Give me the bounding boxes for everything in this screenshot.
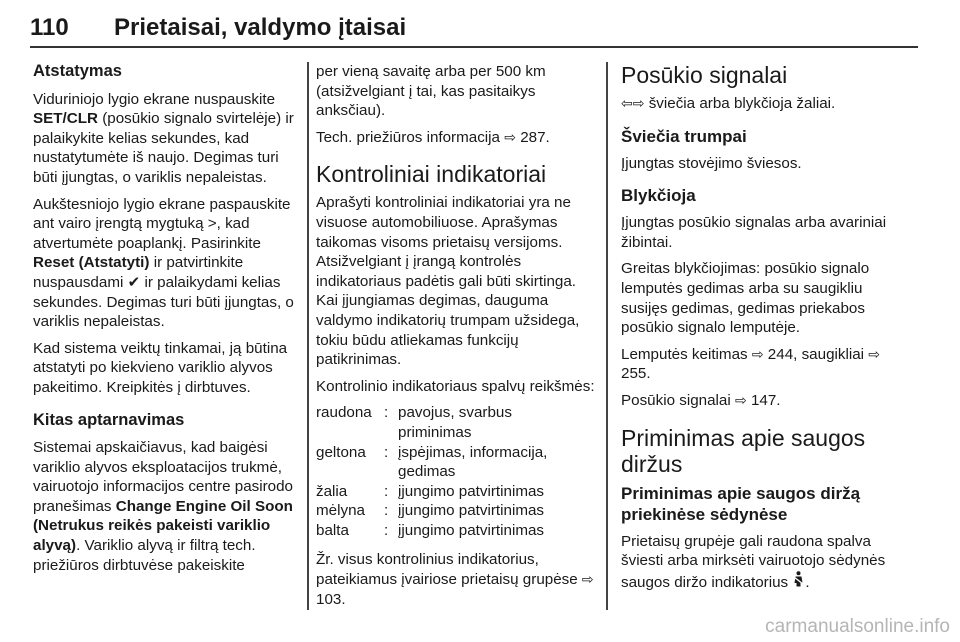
color-meaning-table bbox=[316, 403, 578, 540]
paragraph: Tech. priežiūros informacija ⇨ 287. bbox=[316, 128, 550, 146]
check-icon: ✔ bbox=[127, 273, 141, 291]
turn-signal-icon: ⇦⇨ bbox=[621, 95, 645, 111]
header-rule bbox=[30, 46, 918, 48]
page-header bbox=[30, 8, 900, 50]
heading-front-seat-belt: Priminimas apie saugos diržą priekinėse sėdynėse bbox=[621, 483, 861, 524]
paragraph: Aprašyti kontroliniai indikatoriai yra ne visuose automobiliuose. Aprašymas taikomas visoms prietaisų versijoms. Atsižvelgiant į įrangą kontrolės indikatoriaus padėtis gali būti skirtinga. Kai įjungiamas degimas, dauguma valdymo indikatorių trumpam užsidega, tokiu būdu atliekamas funkcijų patikrinimas. bbox=[316, 194, 580, 369]
heading-flashing: Blykčioja bbox=[621, 186, 696, 206]
page-title: Prietaisai, valdymo įtaisai bbox=[114, 14, 407, 41]
column-1 bbox=[33, 62, 300, 582]
table-row: mėlyna : įjungimo patvirtinimas bbox=[316, 502, 545, 520]
chevron-right-icon: > bbox=[207, 215, 217, 233]
button-name: SET/CLR bbox=[33, 110, 98, 128]
watermark: carmanualsonline.info bbox=[765, 616, 950, 637]
page-ref-arrow-icon: ⇨ bbox=[868, 345, 881, 362]
heading-lit-briefly: Šviečia trumpai bbox=[621, 126, 747, 146]
page-number: 110 bbox=[30, 14, 69, 41]
page-ref-arrow-icon: ⇨ bbox=[504, 128, 516, 145]
paragraph: ⇦⇨ šviečia arba blykčioja žaliai. bbox=[621, 95, 836, 112]
page-ref-arrow-icon: ⇨ bbox=[581, 571, 594, 588]
page-ref-arrow-icon: ⇨ bbox=[734, 391, 747, 408]
heading-turn-signals: Posūkio signalai bbox=[621, 62, 788, 88]
table-row: žalia : įjungimo patvirtinimas bbox=[316, 482, 545, 500]
heading-next-service: Kitas aptarnavimas bbox=[33, 410, 185, 429]
table-row: geltona : įspėjimas, informacija, gedimas bbox=[316, 443, 548, 481]
paragraph: Viduriniojo lygio ekrane nuspauskite SET/CLR (posūkio signalo svirtelėje) ir palaikykite kelias sekundes, kad nustatytumėte iš naujo. Degimas turi būti įjungtas, o variklis nepaleistas. bbox=[33, 90, 294, 186]
column-3 bbox=[621, 62, 891, 599]
paragraph: Įjungtas stovėjimo šviesos. bbox=[621, 154, 802, 172]
table-row: raudona : pavojus, svarbus priminimas bbox=[316, 404, 512, 441]
column-2 bbox=[316, 62, 596, 616]
paragraph: Aukštesniojo lygio ekrane paspauskite ant vairo įrengtą mygtuką >, kad atvertumėte poaplankį. Pasirinkite Reset (Atstatyti) ir patvirtinkite nuspausdami ✔ ir palaikydami kelias sekundes. Degimas turi būti įjungtas, o variklis nepaleistas. bbox=[33, 195, 294, 331]
paragraph: Sistemai apskaičiavus, kad baigėsi variklio alyvos eksploatacijos trukmė, vairuotojo informacijos centre pasirodo pranešimas Change Engine Oil Soon (Netrukus reikės pakeisti variklio alyvą). Variklio alyvą ir filtrą tech. priežiūros dirbtuvėse pakeiskite bbox=[33, 439, 294, 574]
heading-seatbelt-reminder: Priminimas apie saugos diržus bbox=[621, 424, 866, 477]
paragraph: Lemputės keitimas ⇨ 244, saugikliai ⇨ 255. bbox=[621, 345, 881, 383]
message-text: Change Engine Oil Soon (Netrukus reikės pakeisti variklio alyvą) bbox=[33, 497, 293, 555]
column-divider bbox=[307, 62, 309, 610]
paragraph: per vieną savaitę arba per 500 km (atsižvelgiant į tai, kas pasitaikys anksčiau). bbox=[316, 63, 546, 120]
menu-item-name: Reset (Atstatyti) bbox=[33, 254, 150, 272]
column-divider bbox=[606, 62, 608, 610]
paragraph: Greitas blykčiojimas: posūkio signalo lemputės gedimas arba su saugikliu susijęs gedimas, gedimas priekabos posūkio signalo lemputėje. bbox=[621, 260, 870, 337]
paragraph: Posūkio signalai ⇨ 147. bbox=[621, 391, 781, 409]
paragraph: Įjungtas posūkio signalas arba avariniai žibintai. bbox=[621, 214, 887, 251]
page-ref-arrow-icon: ⇨ bbox=[751, 345, 764, 362]
table-row: balta : įjungimo patvirtinimas bbox=[316, 521, 545, 539]
heading-reset: Atstatymas bbox=[33, 62, 122, 80]
seatbelt-icon bbox=[792, 571, 805, 593]
paragraph: Prietaisų grupėje gali raudona spalva šviesti arba mirksėti vairuotojo sėdynės saugos diržo indikatorius . bbox=[621, 532, 886, 591]
paragraph: Kontrolinio indikatoriaus spalvų reikšmės: bbox=[316, 377, 595, 395]
paragraph: Žr. visus kontrolinius indikatorius, pateikiamus įvairiose prietaisų grupėse ⇨ 103. bbox=[316, 551, 594, 608]
paragraph: Kad sistema veiktų tinkamai, ją būtina atstatyti po kiekvieno variklio alyvos pakeitimo. Kreipkitės į dirbtuves. bbox=[33, 339, 288, 396]
heading-indicators: Kontroliniai indikatoriai bbox=[316, 161, 547, 188]
